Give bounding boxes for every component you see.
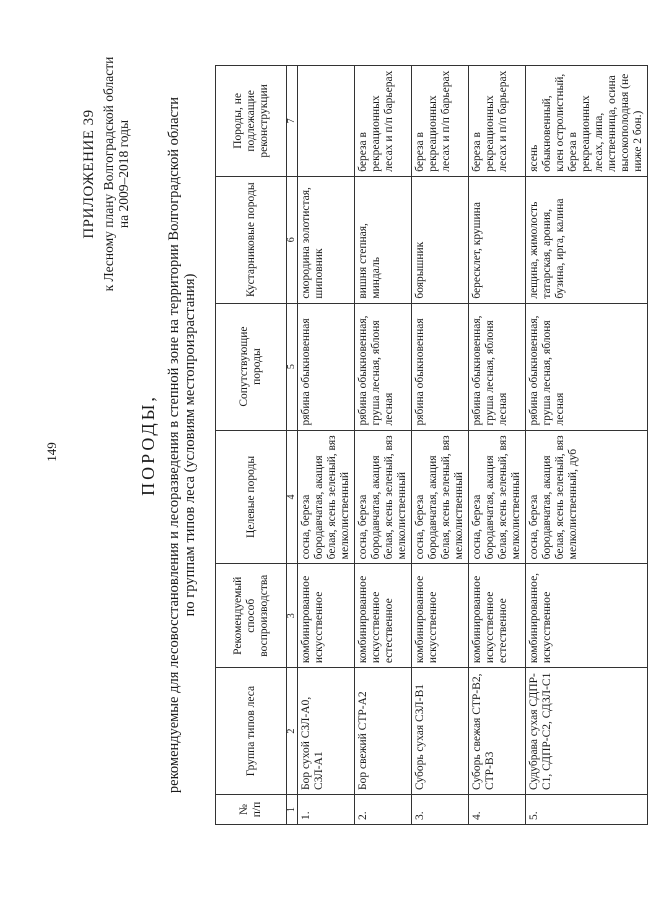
target-species: сосна, береза бородавчатая, акация белая, ясень зеленый, вяз мелколиственный: [469, 430, 526, 564]
appendix-line1: к Лесному плану Волгоградской области: [101, 56, 116, 292]
header-cell: Кустарниковые породы: [216, 176, 287, 303]
table-row: [469, 66, 526, 825]
appendix-number: ПРИЛОЖЕНИЕ 39: [81, 109, 97, 239]
forest-type-group: Суборь свежая СТР-В2, СТР-В3: [469, 668, 526, 795]
column-number: 4: [287, 430, 298, 564]
target-species: сосна, береза бородавчатая, акация белая, ясень зеленый, вяз мелколиственный, дуб: [526, 430, 648, 564]
companion-species: рябина обыкновенная: [298, 303, 355, 430]
row-number: 1.: [298, 795, 355, 825]
target-species: сосна, береза бородавчатая, акация белая, ясень зеленый, вяз мелколиственный: [355, 430, 412, 564]
row-number: 3.: [412, 795, 469, 825]
shrub-species: бересклет, крушина: [469, 176, 526, 303]
header-cell: Рекомендуемый способ воспроизводства: [216, 564, 287, 668]
table-row: [355, 66, 412, 825]
subtitle-line2: по группам типов леса (условиям местопроизрастания): [182, 273, 198, 617]
forest-type-group: Бор сухой СЗЛ-А0, СЗЛ-А1: [298, 668, 355, 795]
table-row: [526, 66, 648, 825]
companion-species: рябина обыкновенная, груша лесная, яблоня лесная: [526, 303, 648, 430]
column-number: 1: [287, 795, 298, 825]
reproduction-method: комбинированное искусственное естественное: [355, 564, 412, 668]
table-row: [412, 66, 469, 825]
companion-species: рябина обыкновенная: [412, 303, 469, 430]
header-cell: Целевые породы: [216, 430, 287, 564]
non-reconstruction-species: береза в рекреационных лесах и п/п барьерах: [355, 66, 412, 177]
species-table: [215, 65, 648, 825]
document-subtitle: [166, 65, 198, 825]
header-cell: Группа типов леса: [216, 668, 287, 795]
non-reconstruction-species: береза в рекреационных лесах и п/п барьерах: [412, 66, 469, 177]
forest-type-group: Суборь сухая СЗЛ-В1: [412, 668, 469, 795]
target-species: сосна, береза бородавчатая, акация белая, ясень зеленый, вяз мелколиственный: [412, 430, 469, 564]
column-number: 6: [287, 176, 298, 303]
row-number: 4.: [469, 795, 526, 825]
non-reconstruction-species: береза в рекреационных лесах и п/п барьерах: [469, 66, 526, 177]
shrub-species: смородина золотистая, шиповник: [298, 176, 355, 303]
table-row: [298, 66, 355, 825]
shrub-species: лещина, жимолость татарская, арония, бузина, ирга, калина: [526, 176, 648, 303]
shrub-species: боярышник: [412, 176, 469, 303]
appendix-block: [82, 24, 131, 324]
column-number: 2: [287, 668, 298, 795]
header-cell: Породы, не подлежащие реконструкции: [216, 66, 287, 177]
column-number: 3: [287, 564, 298, 668]
header-cell: Сопутствующие породы: [216, 303, 287, 430]
reproduction-method: комбинированное искусственное естественное: [469, 564, 526, 668]
subtitle-line1: рекомендуемые для лесовосстановления и лесоразведения в степной зоне на территории Волгоградской области: [166, 96, 182, 794]
appendix-line2: на 2009–2018 годы: [116, 119, 131, 229]
forest-type-group: Судубрава сухая СДПР-С1, СДПР-С2, СДЗЛ-С1: [526, 668, 648, 795]
column-number: 5: [287, 303, 298, 430]
reproduction-method: комбинированное, искусственное: [526, 564, 648, 668]
shrub-species: вишня степная, миндаль: [355, 176, 412, 303]
companion-species: рябина обыкновенная, груша лесная, яблоня лесная: [469, 303, 526, 430]
page-number: 149: [44, 442, 59, 462]
header-cell: № п/п: [216, 795, 287, 825]
column-number-row: [287, 66, 298, 825]
table-header-row: [216, 66, 287, 825]
target-species: сосна, береза бородавчатая, акация белая, ясень зеленый, вяз мелколиственный: [298, 430, 355, 564]
column-number: 7: [287, 66, 298, 177]
document-title: ПОРОДЫ,: [138, 394, 158, 496]
row-number: 5.: [526, 795, 648, 825]
non-reconstruction-species: [298, 66, 355, 177]
row-number: 2.: [355, 795, 412, 825]
forest-type-group: Бор свежий СТР-А2: [355, 668, 412, 795]
companion-species: рябина обыкновенная, груша лесная, яблоня лесная: [355, 303, 412, 430]
reproduction-method: комбинированное искусственное: [412, 564, 469, 668]
reproduction-method: комбинированное искусственное: [298, 564, 355, 668]
non-reconstruction-species: ясень обыкновенный, клен остролистный, береза в рекреационных лесах, липа, лиственница, осина высокополодная (не ниже 2 бон.): [526, 66, 648, 177]
